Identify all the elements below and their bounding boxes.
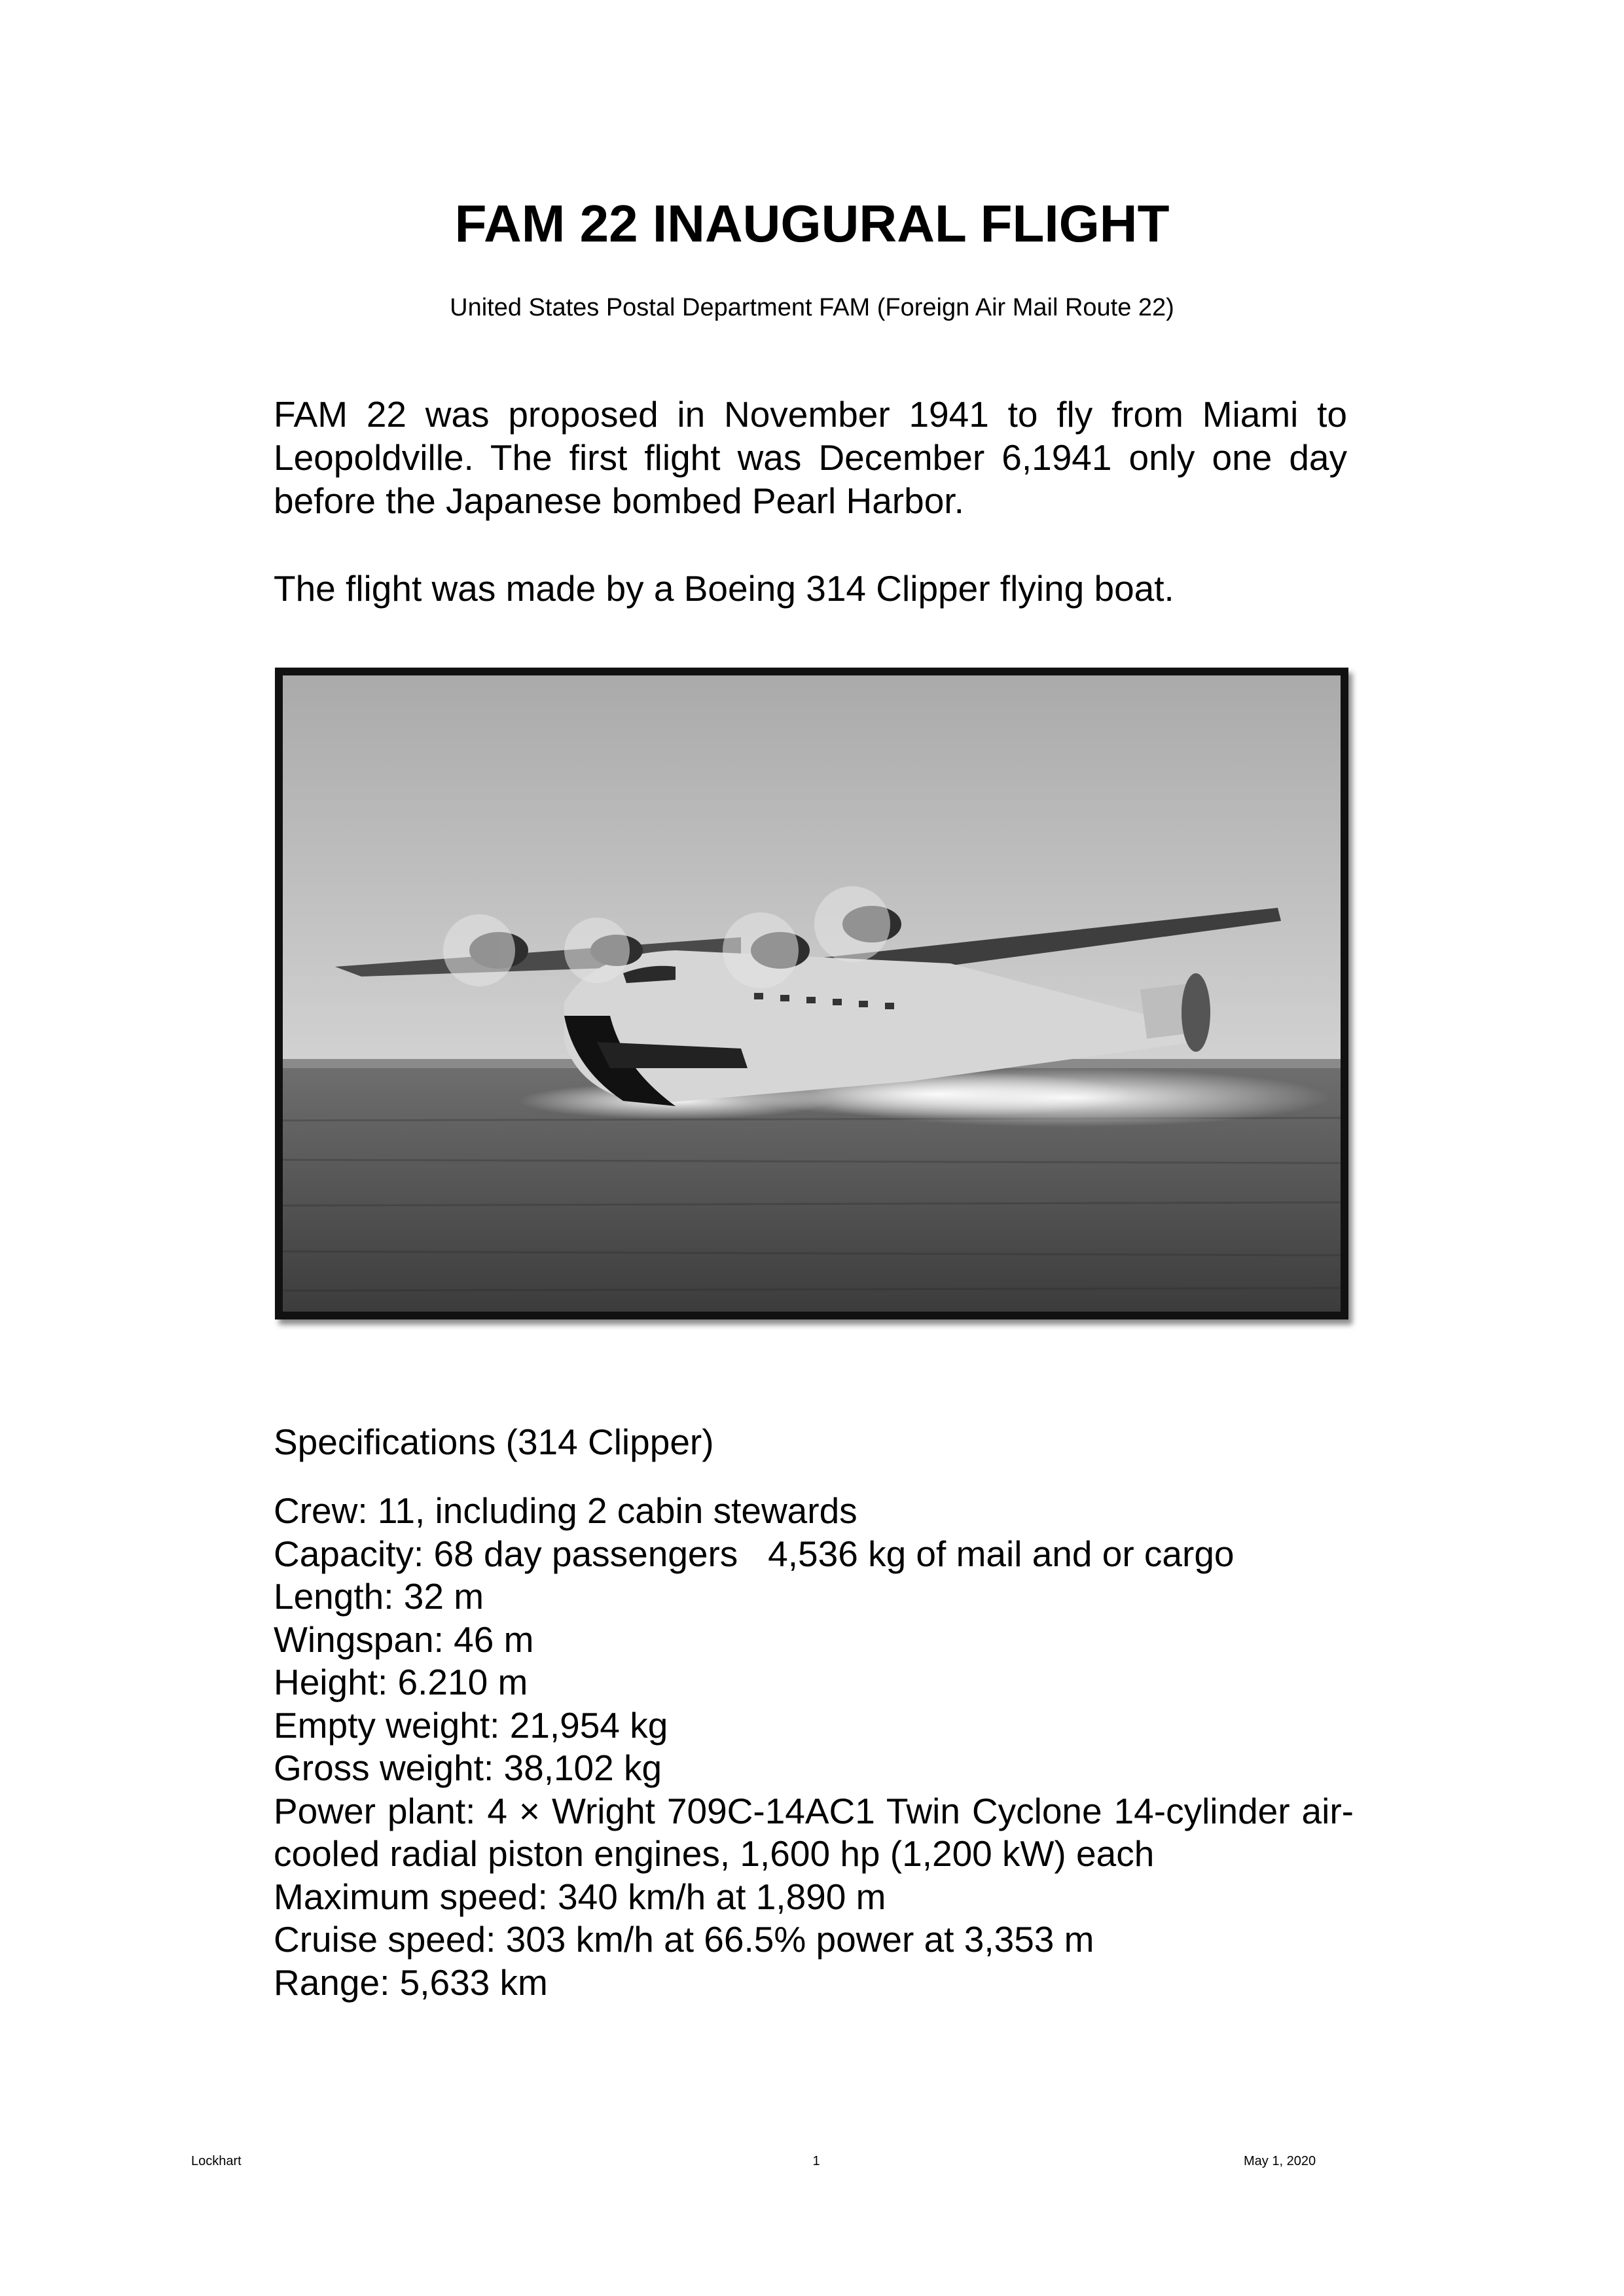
specs-heading: Specifications (314 Clipper) <box>274 1422 714 1462</box>
spec-item: Crew: 11, including 2 cabin stewards <box>274 1490 857 1531</box>
spec-item: Gross weight: 38,102 kg <box>274 1748 662 1788</box>
specs-list <box>274 1490 1354 2004</box>
aircraft-paragraph: The flight was made by a Boeing 314 Clipper flying boat. <box>274 568 1174 609</box>
spec-item: Cruise speed: 303 km/h at 66.5% power at 3,353 m <box>274 1919 1094 1960</box>
flying-boat-image <box>283 675 1341 1312</box>
spec-item: Length: 32 m <box>274 1576 484 1617</box>
spec-item: Empty weight: 21,954 kg <box>274 1704 668 1746</box>
spec-item: Power plant: 4 × Wright 709C-14AC1 Twin Cyclone 14-cylinder air-cooled radial piston engines, 1,600 hp (1,200 kW) each <box>274 1790 1354 1874</box>
spec-item: Height: 6.210 m <box>274 1662 528 1702</box>
clipper-photo <box>275 668 1348 1319</box>
footer-author: Lockhart <box>191 2154 242 2168</box>
intro-paragraph: FAM 22 was proposed in November 1941 to fly from Miami to Leopoldville. The first flight was December 6,1941 only one day before the Japanese bombed Pearl Harbor. <box>274 394 1347 521</box>
spec-item: Maximum speed: 340 km/h at 1,890 m <box>274 1876 886 1917</box>
page-subtitle: United States Postal Department FAM (Foreign Air Mail Route 22) <box>450 294 1174 321</box>
spec-item: Range: 5,633 km <box>274 1962 548 2003</box>
spec-item: Wingspan: 46 m <box>274 1619 534 1660</box>
footer-page-number: 1 <box>812 2154 820 2168</box>
footer-date: May 1, 2020 <box>1244 2154 1316 2168</box>
spec-item: Capacity: 68 day passengers 4,536 kg of mail and or cargo <box>274 1533 1235 1574</box>
page-title: FAM 22 INAUGURAL FLIGHT <box>454 194 1170 253</box>
